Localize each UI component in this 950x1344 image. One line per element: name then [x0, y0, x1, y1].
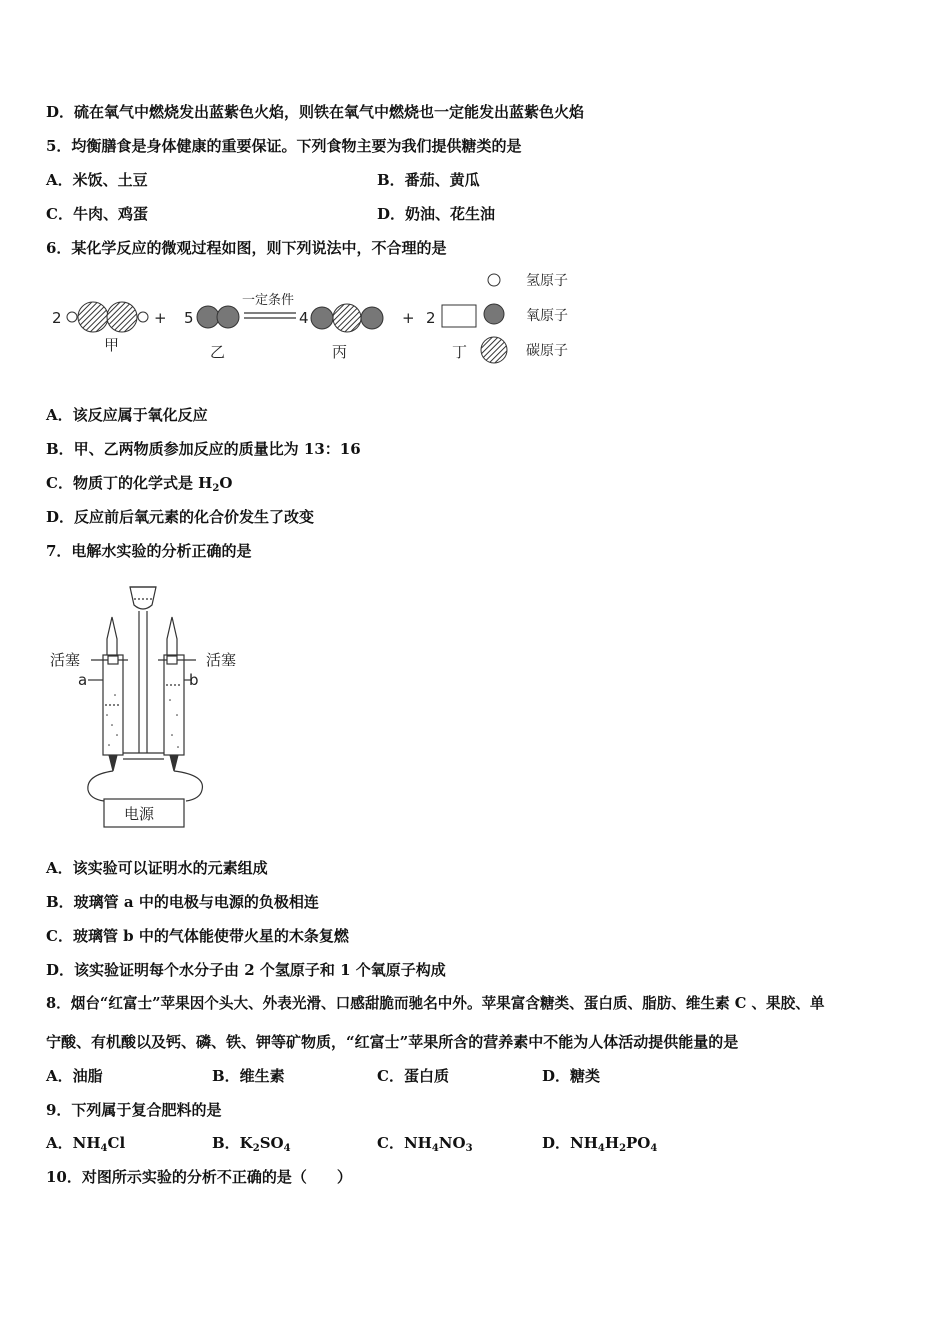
legend-hydrogen-circle	[488, 274, 500, 286]
label-bing: 丙	[332, 343, 348, 361]
q5-option-a: A．米饭、土豆	[46, 171, 148, 189]
q6-stem: 6．某化学反应的微观过程如图，则下列说法中，不合理的是	[46, 239, 447, 257]
q4-option-d: D．硫在氧气中燃烧发出蓝紫色火焰，则铁在氧气中燃烧也一定能发出蓝紫色火焰	[46, 103, 585, 121]
molecule-bing	[311, 304, 383, 332]
legend-hydrogen-label: 氢原子	[526, 273, 568, 289]
q8-stem-line2: 宁酸、有机酸以及钙、磷、铁、钾等矿物质，“红富士”苹果所含的营养素中不能为人体活动提供能量的是	[46, 1033, 739, 1051]
molecule-jia	[67, 302, 148, 332]
reaction-condition: 一定条件	[242, 293, 295, 308]
q8-option-d: D．糖类	[542, 1067, 601, 1085]
q8-option-c: C．蛋白质	[377, 1067, 449, 1085]
coef-yi: 5	[184, 309, 194, 327]
q9-stem: 9．下列属于复合肥料的是	[46, 1101, 222, 1119]
q5-option-c: C．牛肉、鸡蛋	[46, 205, 148, 223]
q6-option-c: C．物质丁的化学式是 $H_2O$	[46, 474, 233, 494]
coef-bing: 4	[299, 309, 309, 327]
label-jia: 甲	[104, 336, 120, 354]
q9-option-d: D．$NH_4H_2PO_4$	[542, 1134, 658, 1154]
legend-oxygen-circle	[484, 304, 504, 324]
q9-option-b: B．$K_2SO_4$	[212, 1134, 291, 1154]
q7-option-a: A．该实验可以证明水的元素组成	[46, 859, 268, 877]
q7-option-d: D．该实验证明每个水分子由 2 个氢原子和 1 个氧原子构成	[46, 961, 446, 979]
power-supply-label: 电源	[124, 805, 155, 823]
q6-option-d: D．反应前后氧元素的化合价发生了改变	[46, 508, 315, 526]
q8-option-b: B．维生素	[212, 1067, 285, 1085]
legend-carbon-circle	[481, 337, 507, 363]
molecule-ding-box	[442, 305, 476, 327]
q8-stem-line1: 8．烟台“红富士”苹果因个头大、外表光滑、口感甜脆而驰名中外。苹果富含糖类、蛋白质、脂肪、维生素 C 、果胶、单	[46, 995, 825, 1012]
q9-option-c: C．$NH_4NO_3$	[377, 1134, 473, 1154]
label-ding: 丁	[452, 343, 468, 361]
tube-a-label: a	[78, 671, 88, 689]
q6-option-b: B．甲、乙两物质参加反应的质量比为 13：16	[46, 440, 361, 458]
coef-ding: 2	[426, 309, 436, 327]
q10-stem: 10．对图所示实验的分析不正确的是（ ）	[46, 1168, 352, 1186]
molecule-yi	[197, 306, 239, 328]
legend-oxygen-label: 氧原子	[526, 308, 568, 324]
coef-jia: 2	[52, 309, 62, 327]
valve-left-label: 活塞	[50, 651, 81, 669]
q7-option-b: B．玻璃管 a 中的电极与电源的负极相连	[46, 893, 319, 911]
plus-1: +	[154, 309, 167, 327]
reaction-diagram	[46, 268, 586, 368]
q6-option-a: A．该反应属于氧化反应	[46, 406, 208, 424]
q9-option-a: A．$NH_4Cl$	[46, 1134, 126, 1154]
q7-stem: 7．电解水实验的分析正确的是	[46, 542, 252, 560]
label-yi: 乙	[210, 343, 226, 361]
tube-b-label: b	[189, 671, 199, 689]
valve-right-label: 活塞	[206, 651, 237, 669]
equals-sign	[244, 313, 296, 318]
plus-2: +	[402, 309, 415, 327]
legend-carbon-label: 碳原子	[526, 343, 568, 359]
q5-stem: 5．均衡膳食是身体健康的重要保证。下列食物主要为我们提供糖类的是	[46, 137, 522, 155]
q5-option-d: D．奶油、花生油	[377, 205, 496, 223]
electrolysis-apparatus	[46, 575, 256, 835]
q7-option-c: C．玻璃管 b 中的气体能使带火星的木条复燃	[46, 927, 349, 945]
q8-option-a: A．油脂	[46, 1067, 103, 1085]
q5-option-b: B．番茄、黄瓜	[377, 171, 480, 189]
